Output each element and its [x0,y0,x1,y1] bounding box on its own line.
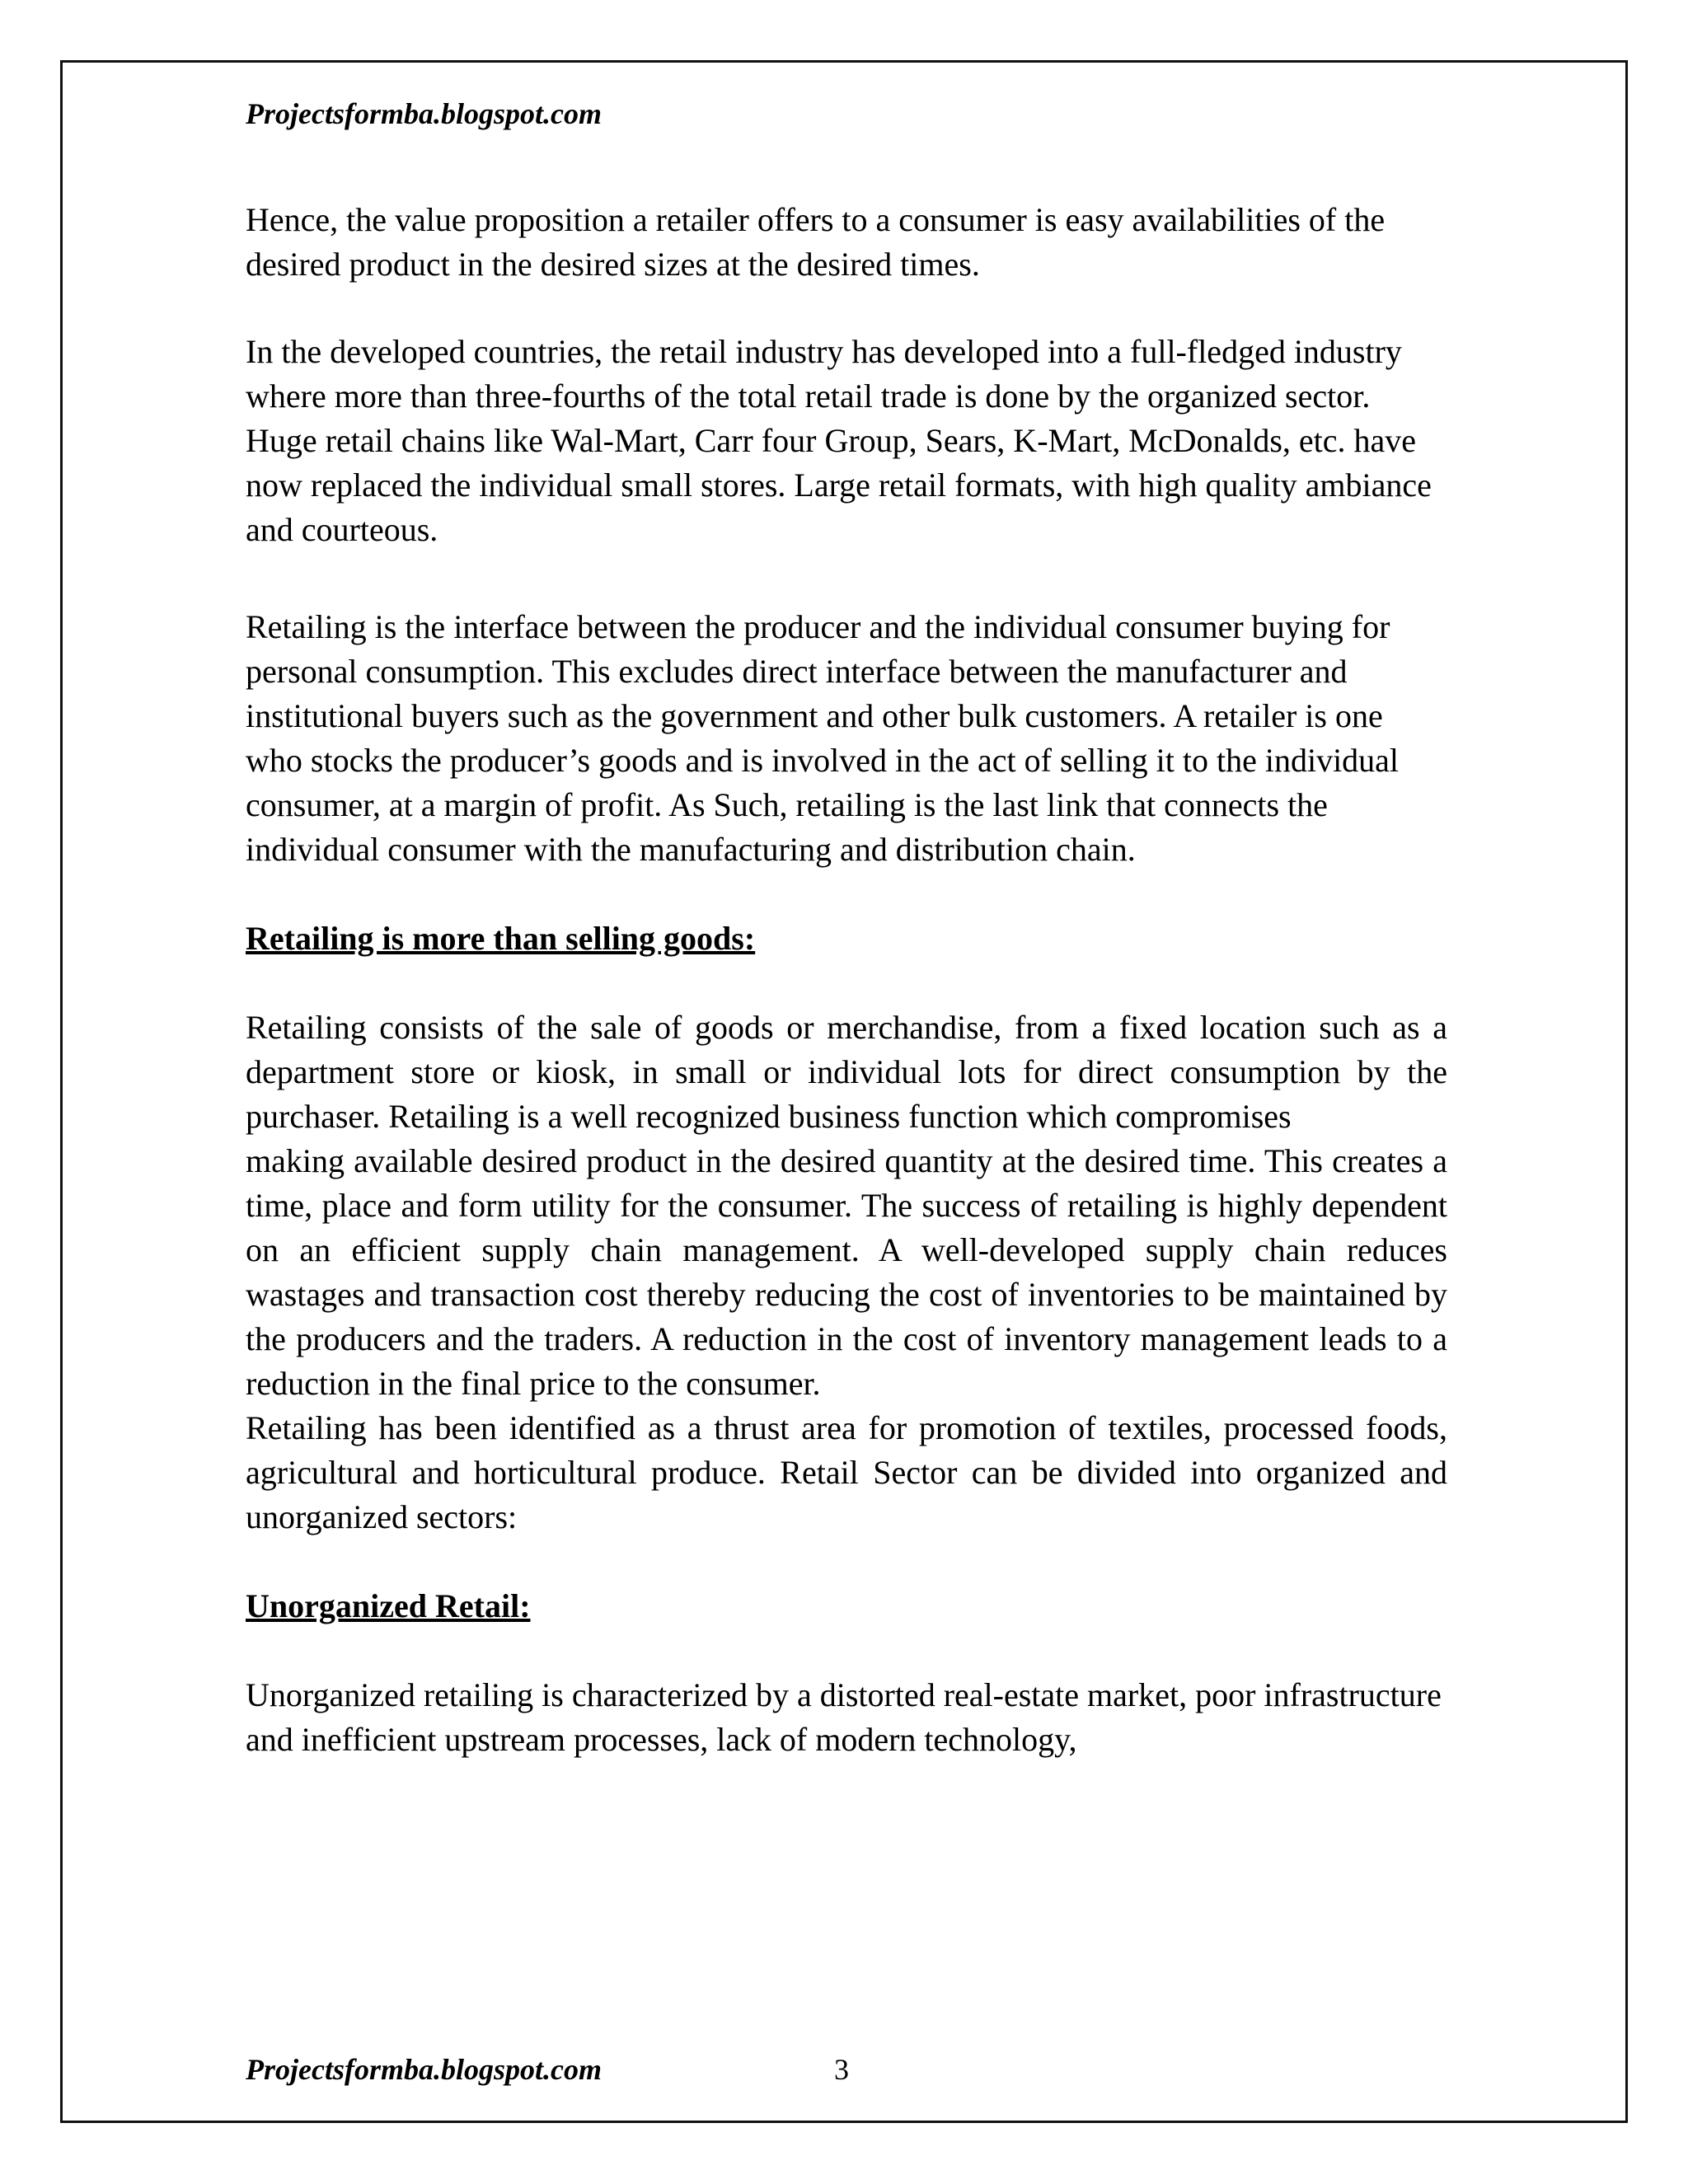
paragraph-unorganized-retailing: Unorganized retailing is characterized by a distorted real-estate market, poor infrastructure and inefficient upstream processes, lack of modern technology, [246,1676,1442,1758]
header-site: Projectsformba.blogspot.com [246,97,602,130]
document-body [246,198,1447,1762]
paragraph-retailing-consists: Retailing consists of the sale of goods or merchandise, from a fixed location such as a department store or kiosk, in small or individual lots for direct consumption by the purchaser. Retailing is a well recognized business function which compromises [246,1009,1447,1135]
footer-site: Projectsformba.blogspot.com [246,2053,602,2086]
heading-unorganized-retail: Unorganized Retail: [246,1587,531,1624]
paragraph-value-proposition: Hence, the value proposition a retailer offers to a consumer is easy availabilities of the desired product in the desired sizes at the desired times. [246,201,1386,283]
paragraph-retailing-interface: Retailing is the interface between the producer and the individual consumer buying for personal consumption. This excludes direct interface between the manufacturer and institutional buyers such as the government and other bulk customers. A retailer is one who stocks the producer’s goods and is involved in the act of selling it to the individual consumer, at a margin of profit. As Such, retailing is the last link that connects the individual consumer with the manufacturing and distribution chain. [246,608,1400,868]
paragraph-thrust-area: Retailing has been identified as a thrust area for promotion of textiles, processed foods, agricultural and horticultural produce. Retail Sector can be divided into organized and unorganized sectors: [246,1409,1447,1535]
heading-more-than-selling: Retailing is more than selling goods: [246,920,756,957]
paragraph-developed-countries: In the developed countries, the retail industry has developed into a full-fledged industry where more than three-fourths of the total retail trade is done by the organized sector. Huge retail chains like Wal-Mart, Carr four Group, Sears, K-Mart, McDonalds, etc. have now replaced the individual small stores. Large retail formats, with high quality ambiance and courteous. [246,333,1432,548]
page-number: 3 [834,2053,849,2086]
paragraph-making-available: making available desired product in the desired quantity at the desired time. This creates a time, place and form utility for the consumer. The success of retailing is highly dependent on an efficient supply chain management. A well-developed supply chain reduces wastages and transaction cost thereby reducing the cost of inventories to be maintained by the producers and the traders. A reduction in the cost of inventory management leads to a reduction in the final price to the consumer. [246,1142,1447,1402]
